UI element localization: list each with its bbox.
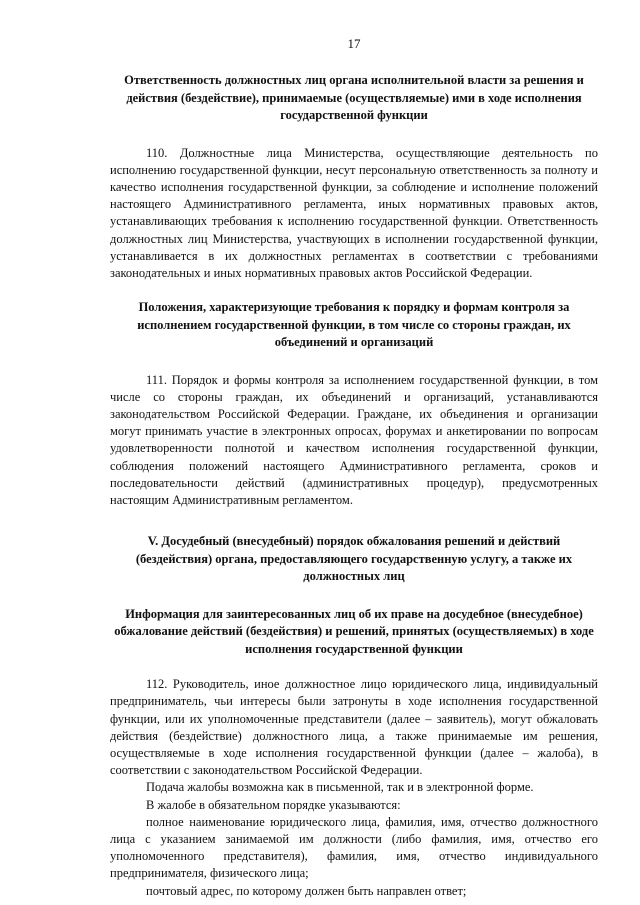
chapter-heading-appeal: V. Досудебный (внесудебный) порядок обжалования решений и действий (бездействия) органа, предоставляющего государственную услугу, а также их должностных лиц	[135, 534, 573, 584]
section-heading-responsibility: Ответственность должностных лиц органа исполнительной власти за решения и действия (бездействие), принимаемые (осуществляемые) ими в ходе исполнения государственной функции	[124, 73, 584, 122]
paragraph-complaint-address: почтовый адрес, по которому должен быть направлен ответ;	[146, 883, 467, 898]
paragraph-111: 111. Порядок и формы контроля за исполнением государственной функции, в том числе со стороны граждан, их объединений и организаций, устанавливаются законодательством Российской Федерации. Граждане, их объединения и организации могут принимать участие в электронных опросах, форумах и анкетировании по вопросам удовлетворенности полнотой и качеством исполнения государственной функции, соблюдения положений настоящего Административного регламента, сроков и последовательности действий (административных процедур), предусмотренных настоящим Административным регламентом.	[110, 372, 598, 508]
paragraph-complaint-must-include: В жалобе в обязательном порядке указываются:	[146, 797, 401, 812]
paragraph-110: 110. Должностные лица Министерства, осуществляющие деятельность по исполнению государственной функции, несут персональную ответственность за полноту и качество исполнения государственной функции, за соблюдение и исполнение положений настоящего Административного регламента, иных нормативных правовых актов, устанавливающих требования к исполнению государственной функции. Ответственность должностных лиц Министерства, участвующих в исполнении государственной функции, устанавливается в их должностных регламентах в соответствии с требованиями законодательных и иных нормативных правовых актов Российской Федерации.	[110, 145, 598, 280]
page-number: 17	[347, 36, 361, 51]
paragraph-complaint-names: полное наименование юридического лица, фамилия, имя, отчество должностного лица с указанием занимаемой им должности (либо фамилия, имя, отчество его уполномоченного представителя), фамилия, имя, отчество индивидуального предпринимателя, физического лица;	[110, 814, 598, 881]
document-page	[110, 36, 598, 900]
paragraph-complaint-form: Подача жалобы возможна как в письменной, так и в электронной форме.	[146, 780, 534, 795]
paragraph-112: 112. Руководитель, иное должностное лицо юридического лица, индивидуальный предприниматель, чьи интересы были затронуты в ходе исполнения государственной функции, или их уполномоченные представители (далее – заявитель), могут обжаловать действия (бездействие) должностного лица, а также принимаемые им решения, осуществляемые в ходе исполнения государственной функции (далее – жалоба), в соответствии с законодательством Российской Федерации.	[110, 677, 598, 778]
section-heading-control: Положения, характеризующие требования к порядку и формам контроля за исполнением государственной функции, в том числе со стороны граждан, их объединений и организаций	[137, 300, 571, 350]
section-heading-appeal-info: Информация для заинтересованных лиц об их праве на досудебное (внесудебное) обжалование действий (бездействия) и решений, принятых (осуществляемых) в ходе исполнения государственной функции	[114, 606, 594, 656]
